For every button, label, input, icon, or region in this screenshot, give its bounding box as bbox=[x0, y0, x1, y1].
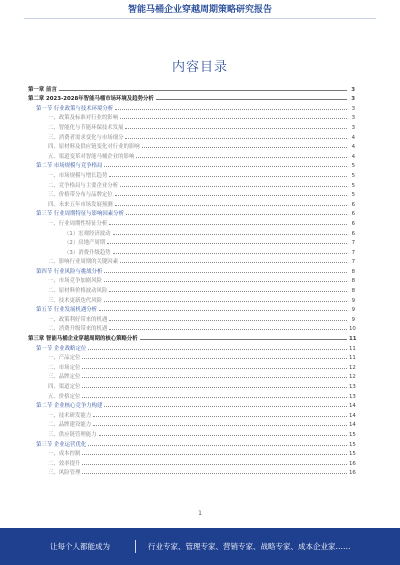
toc-leader-dots bbox=[82, 454, 347, 455]
page-number: 1 bbox=[198, 510, 202, 517]
toc-entry-page: 7 bbox=[351, 249, 355, 256]
toc-leader-dots bbox=[82, 358, 347, 359]
toc-entry-page: 15 bbox=[349, 451, 356, 458]
toc-entry-page: 5 bbox=[351, 182, 355, 189]
toc-entry-page: 14 bbox=[349, 403, 356, 410]
toc-leader-dots bbox=[125, 138, 347, 139]
toc-entry-label: 一、市场竞争加剧风险 bbox=[48, 278, 102, 285]
toc-entry-page: 3 bbox=[351, 105, 355, 112]
toc-entry-item[interactable] bbox=[28, 189, 355, 199]
toc-leader-dots bbox=[109, 320, 347, 321]
toc-entry-page: 16 bbox=[349, 460, 356, 467]
toc-entry-label: 一、政策及标准对行业的影响 bbox=[48, 115, 119, 122]
toc-entry-page: 3 bbox=[351, 124, 355, 131]
toc-entry-sub[interactable] bbox=[28, 237, 355, 247]
toc-entry-page: 12 bbox=[349, 364, 356, 371]
toc-entry-label: 三、供应链管理能力 bbox=[48, 431, 97, 438]
toc-entry-section[interactable] bbox=[28, 265, 355, 275]
toc-entry-item[interactable] bbox=[28, 131, 355, 141]
toc-entry-page: 4 bbox=[351, 134, 355, 141]
toc-leader-dots bbox=[113, 234, 347, 235]
toc-entry-sub[interactable] bbox=[28, 227, 355, 237]
toc-entry-item[interactable] bbox=[28, 256, 355, 266]
footer-slogan-right: 行业专家、管理专家、营销专家、战略专家、成本企业家…… bbox=[148, 542, 351, 551]
toc-entry-label: 三、价格带分布与品牌定位 bbox=[48, 192, 113, 199]
toc-entry-label: 三、消费者需求变化与市场细分 bbox=[48, 134, 124, 141]
toc-entry-page: 14 bbox=[349, 422, 356, 429]
toc-entry-item[interactable] bbox=[28, 419, 355, 429]
toc-entry-label: 第二章 2023-2028年智能马桶市场环境及趋势分析 bbox=[28, 96, 154, 103]
toc-entry-item[interactable] bbox=[28, 380, 355, 390]
toc-entry-page: 8 bbox=[351, 288, 355, 295]
toc-entry-label: 五、渠道变革对智能马桶企业的影响 bbox=[48, 153, 135, 160]
toc-entry-chapter[interactable] bbox=[28, 83, 355, 93]
toc-leader-dots bbox=[82, 377, 347, 378]
toc-entry-page: 7 bbox=[351, 240, 355, 247]
toc-entry-item[interactable] bbox=[28, 121, 355, 131]
toc-entry-item[interactable] bbox=[28, 467, 355, 477]
toc-leader-dots bbox=[125, 128, 347, 129]
toc-entry-label: 二、智能化与节能环保技术发展 bbox=[48, 124, 124, 131]
toc-entry-item[interactable] bbox=[28, 275, 355, 285]
toc-entry-label: 四、未来五年市场发展预测 bbox=[48, 201, 113, 208]
toc-entry-sub[interactable] bbox=[28, 246, 355, 256]
toc-entry-page: 3 bbox=[351, 96, 355, 103]
toc-entry-item[interactable] bbox=[28, 323, 355, 333]
toc-entry-label: 第四节 行业风险与挑战分析 bbox=[36, 268, 103, 275]
toc-entry-label: 三、品牌定位 bbox=[48, 374, 81, 381]
toc-entry-label: 二、效率提升 bbox=[48, 460, 81, 467]
toc-leader-dots bbox=[59, 90, 347, 91]
toc-entry-section[interactable] bbox=[28, 102, 355, 112]
toc-leader-dots bbox=[136, 157, 347, 158]
toc-entry-label: 一、产品定位 bbox=[48, 355, 81, 362]
toc-entry-page: 13 bbox=[349, 384, 356, 390]
toc-entry-page: 11 bbox=[349, 345, 356, 352]
toc-entry-label: 四、原材料及供应链变化对行业的影响 bbox=[48, 144, 140, 151]
toc-entry-item[interactable] bbox=[28, 141, 355, 151]
toc-entry-page: 9 bbox=[351, 316, 355, 323]
toc-leader-dots bbox=[82, 397, 347, 398]
toc-entry-item[interactable] bbox=[28, 217, 355, 227]
toc-entry-label: 一、成本控制 bbox=[48, 451, 81, 458]
footer-slogan-left: 让每个人都能成为 bbox=[50, 542, 110, 551]
toc-entry-section[interactable] bbox=[28, 400, 355, 410]
toc-entry-page: 5 bbox=[351, 163, 355, 170]
toc-entry-page: 4 bbox=[351, 144, 355, 151]
toc-entry-label: （3）消费升级趋势 bbox=[64, 249, 111, 256]
toc-leader-dots bbox=[104, 301, 347, 302]
toc-entry-page: 8 bbox=[351, 268, 355, 275]
toc-leader-dots bbox=[142, 147, 347, 148]
toc-entry-page: 11 bbox=[349, 355, 356, 362]
toc-entry-page: 15 bbox=[349, 431, 356, 438]
toc-entry-page: 7 bbox=[351, 259, 355, 266]
toc-leader-dots bbox=[115, 109, 347, 110]
toc-entry-label: 五、价格定位 bbox=[48, 393, 81, 400]
toc-entry-label: 一、市场规模与增长趋势 bbox=[48, 172, 108, 179]
toc-title: 内容目录 bbox=[171, 60, 228, 75]
toc-entry-item[interactable] bbox=[28, 352, 355, 362]
toc-entry-label: 三、风险管理 bbox=[48, 470, 81, 477]
toc-leader-dots bbox=[82, 387, 347, 388]
toc-entry-page: 6 bbox=[351, 230, 355, 237]
toc-entry-label: 二、市场定位 bbox=[48, 364, 81, 371]
toc-entry-item[interactable] bbox=[28, 112, 355, 122]
toc-entry-item[interactable] bbox=[28, 390, 355, 400]
toc-entry-label: 四、渠道定位 bbox=[48, 384, 81, 390]
toc-entry-label: 二、竞争格局与主要企业分析 bbox=[48, 182, 119, 189]
toc-entry-item[interactable] bbox=[28, 448, 355, 458]
toc-leader-dots bbox=[93, 416, 347, 417]
toc-leader-dots bbox=[93, 425, 347, 426]
toc-entry-page: 9 bbox=[351, 307, 355, 314]
toc-leader-dots bbox=[120, 186, 347, 187]
toc-entry-section[interactable] bbox=[28, 208, 355, 218]
toc-entry-page: 14 bbox=[349, 412, 356, 419]
toc-entry-item[interactable] bbox=[28, 457, 355, 467]
toc-leader-dots bbox=[109, 224, 347, 225]
toc-leader-dots bbox=[104, 406, 347, 407]
toc-entry-label: 第三节 企业运营优化 bbox=[36, 441, 87, 448]
toc-leader-dots bbox=[140, 339, 347, 340]
table-of-contents bbox=[28, 83, 355, 476]
toc-leader-dots bbox=[82, 464, 347, 465]
toc-entry-page: 3 bbox=[351, 86, 355, 93]
toc-entry-chapter[interactable] bbox=[28, 332, 355, 342]
toc-entry-item[interactable] bbox=[28, 294, 355, 304]
toc-leader-dots bbox=[99, 310, 347, 311]
toc-entry-page: 15 bbox=[349, 441, 356, 448]
toc-entry-page: 12 bbox=[349, 374, 356, 381]
toc-leader-dots bbox=[107, 243, 347, 244]
footer-divider bbox=[135, 540, 136, 553]
toc-entry-page: 3 bbox=[351, 115, 355, 122]
toc-entry-page: 6 bbox=[351, 201, 355, 208]
toc-entry-section[interactable] bbox=[28, 342, 355, 352]
toc-entry-label: 二、消费升级带来的机遇 bbox=[48, 326, 108, 333]
toc-entry-label: 二、原材料价格波动风险 bbox=[48, 288, 108, 295]
toc-entry-page: 4 bbox=[351, 153, 355, 160]
toc-entry-section[interactable] bbox=[28, 438, 355, 448]
toc-entry-label: 一、政策利好带来的机遇 bbox=[48, 316, 108, 323]
toc-leader-dots bbox=[109, 329, 347, 330]
toc-leader-dots bbox=[115, 205, 347, 206]
toc-leader-dots bbox=[88, 445, 347, 446]
toc-leader-dots bbox=[109, 291, 347, 292]
toc-entry-label: 第三节 行业周期特征与影响因素分析 bbox=[36, 211, 124, 218]
toc-entry-page: 8 bbox=[351, 278, 355, 285]
toc-entry-label: 第一节 行业政策与技术环境分析 bbox=[36, 105, 114, 112]
toc-leader-dots bbox=[82, 368, 347, 369]
toc-entry-page: 6 bbox=[351, 211, 355, 218]
toc-entry-section[interactable] bbox=[28, 160, 355, 170]
toc-entry-page: 9 bbox=[351, 297, 355, 304]
toc-entry-item[interactable] bbox=[28, 371, 355, 381]
toc-leader-dots bbox=[126, 214, 347, 215]
toc-entry-page: 5 bbox=[351, 192, 355, 199]
toc-entry-label: 一、行业周期性特征分析 bbox=[48, 220, 108, 227]
footer-banner bbox=[0, 528, 400, 565]
toc-entry-item[interactable] bbox=[28, 150, 355, 160]
toc-entry-label: 三、技术更新迭代风险 bbox=[48, 297, 102, 304]
toc-leader-dots bbox=[115, 195, 347, 196]
toc-leader-dots bbox=[156, 99, 347, 100]
toc-leader-dots bbox=[82, 473, 347, 474]
toc-entry-label: （2）房地产周期 bbox=[64, 240, 106, 247]
toc-entry-page: 11 bbox=[349, 336, 357, 343]
toc-entry-section[interactable] bbox=[28, 304, 355, 314]
toc-leader-dots bbox=[104, 166, 347, 167]
toc-entry-item[interactable] bbox=[28, 409, 355, 419]
toc-entry-label: 第一章 前言 bbox=[28, 86, 57, 93]
toc-entry-page: 13 bbox=[349, 393, 356, 400]
toc-entry-label: 第二节 市场规模与竞争格局 bbox=[36, 163, 103, 170]
toc-leader-dots bbox=[120, 118, 347, 119]
toc-entry-page: 16 bbox=[349, 470, 356, 477]
toc-leader-dots bbox=[120, 262, 347, 263]
toc-entry-item[interactable] bbox=[28, 428, 355, 438]
toc-entry-label: 第五节 行业发展机遇分析 bbox=[36, 307, 98, 314]
toc-entry-label: 第一节 企业战略定位 bbox=[36, 345, 87, 352]
toc-entry-label: （1）宏观经济波动 bbox=[64, 230, 111, 237]
toc-leader-dots bbox=[104, 272, 347, 273]
toc-entry-item[interactable] bbox=[28, 313, 355, 323]
toc-entry-label: 二、品牌建设能力 bbox=[48, 422, 92, 429]
header-divider bbox=[24, 18, 376, 19]
toc-leader-dots bbox=[88, 349, 347, 350]
toc-entry-item[interactable] bbox=[28, 284, 355, 294]
toc-leader-dots bbox=[99, 435, 347, 436]
report-header-title: 智能马桶企业穿越周期策略研究报告 bbox=[127, 5, 272, 15]
toc-leader-dots bbox=[113, 253, 347, 254]
toc-entry-label: 二、影响行业周期的关键因素 bbox=[48, 259, 119, 266]
toc-entry-item[interactable] bbox=[28, 361, 355, 371]
toc-entry-label: 一、技术研发能力 bbox=[48, 412, 92, 419]
toc-entry-chapter[interactable] bbox=[28, 93, 355, 103]
toc-entry-label: 第三章 智能马桶企业穿越周期的核心策略分析 bbox=[28, 336, 138, 343]
toc-entry-label: 第二节 企业核心竞争力构建 bbox=[36, 403, 103, 410]
toc-entry-page: 10 bbox=[349, 326, 356, 333]
toc-entry-item[interactable] bbox=[28, 198, 355, 208]
toc-entry-item[interactable] bbox=[28, 169, 355, 179]
toc-entry-page: 6 bbox=[351, 220, 355, 227]
toc-entry-page: 5 bbox=[351, 172, 355, 179]
toc-leader-dots bbox=[109, 176, 347, 177]
toc-entry-item[interactable] bbox=[28, 179, 355, 189]
toc-leader-dots bbox=[104, 281, 347, 282]
